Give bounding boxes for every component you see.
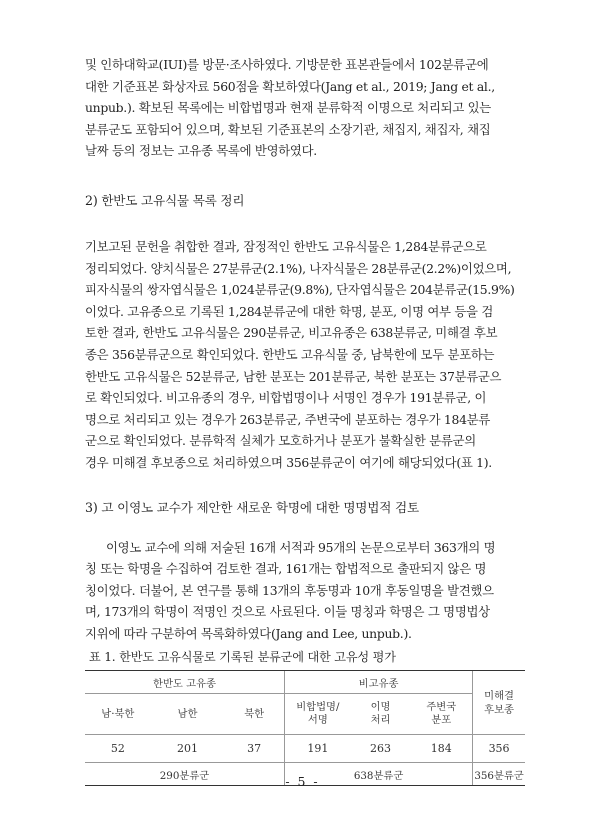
section-heading-3: 3) 고 이영노 교수가 제안한 새로운 학명에 대한 명명법적 검토 [85,499,419,515]
value-cell: 184 [410,735,472,763]
value-cell: 201 [151,735,225,763]
total-cell: 638분류군 [284,763,472,786]
text-line: 지위에 따라 구분하여 목록화하였다(Jang and Lee, unpub.). [85,625,412,641]
text-line: 및 인하대학교(IUI)를 방문·조사하였다. 기방문한 표본관들에서 102분류군에 [85,57,489,72]
text-line: 칭이었다. 더불어, 본 연구를 통해 13개의 후동명과 10개 후동일명을 발견했으 [85,582,494,598]
text-line: 칭 또는 학명을 수집하여 검토한 결과, 161개는 합법적으로 출판되지 않은 명 [85,561,487,577]
section-heading-2: 2) 한반도 고유식물 목록 정리 [85,192,245,208]
value-cell: 263 [351,735,411,763]
text-line: 명으로 처리되고 있는 경우가 263분류군, 주변국에 분포하는 경우가 184분류 [85,411,490,427]
text-line: 분류군도 포함되어 있으며, 확보된 기준표본의 소장기관, 채집지, 채집자, 채집 [85,121,491,137]
page-number: - 5 - [285,774,320,789]
text-line: 며, 173개의 학명이 적명인 것으로 사료된다. 이들 명칭과 학명은 그 명명법상 [85,604,490,620]
text-line: 종은 356분류군으로 확인되었다. 한반도 고유식물 중, 남북한에 모두 분포하는 [85,346,495,362]
value-cell: 191 [284,735,350,763]
text-line: 대한 기준표본 화상자료 560점을 확보하였다(Jang et al., 2019; Jang et al., [85,78,495,94]
subheader-cell: 남한 [151,694,225,735]
text-line: 군으로 확인되었다. 분류학적 실체가 모호하거나 분포가 불확실한 분류군의 [85,433,476,449]
text-line: 이영노 교수에 의해 저술된 16개 서적과 95개의 논문으로부터 363개의 명 [106,539,496,555]
text-line: 피자식물의 쌍자엽식물은 1,024분류군(9.8%), 단자엽식물은 204분류군(15.9%) [85,282,515,298]
endemism-table [85,670,525,786]
total-cell: 356분류군 [473,763,525,786]
value-cell: 52 [85,735,151,763]
subheader-cell: 북한 [224,694,284,735]
value-cell: 356 [473,735,525,763]
header-non-endemic: 비고유종 [284,671,472,694]
paragraph-endemic-list [85,236,529,474]
text-line: 한반도 고유식물은 52분류군, 남한 분포는 201분류군, 북한 분포는 37분류군으 [85,368,502,384]
subheader-cell: 주변국 분포 [410,694,472,735]
text-line: 이었다. 고유종으로 기록된 1,284분류군에 대한 학명, 분포, 이명 여부 등을 검 [85,303,494,319]
paragraph-survey [85,54,529,162]
subheader-cell: 비합법명/ 서명 [284,694,350,735]
subheader-cell: 남·북한 [85,694,151,735]
text-line: 경우 미해결 후보종으로 처리하였으며 356분류군이 여기에 해당되었다(표 1). [85,454,492,470]
text-line: 기보고된 문헌을 취합한 결과, 잠정적인 한반도 고유식물은 1,284분류군으로 [85,238,487,254]
header-unresolved: 미해결 후보종 [473,671,525,735]
header-endemic: 한반도 고유종 [85,671,284,694]
text-line: 정리되었다. 양치식물은 27분류군(2.1%), 나자식물은 28분류군(2.2%)이었으며, [85,260,512,276]
total-cell: 290분류군 [85,763,284,786]
table-caption: 표 1. 한반도 고유식물로 기록된 분류군에 대한 고유성 평가 [89,650,396,665]
paragraph-nomenclature [85,537,529,645]
text-line: 로 확인되었다. 비고유종의 경우, 비합법명이나 서명인 경우가 191분류군, 이 [85,390,487,406]
text-line: 토한 결과, 한반도 고유식물은 290분류군, 비고유종은 638분류군, 미해결 후보 [85,325,498,341]
text-line: 날짜 등의 정보는 고유종 목록에 반영하였다. [85,143,317,159]
value-cell: 37 [224,735,284,763]
text-line: unpub.). 확보된 목록에는 비합법명과 현재 분류학적 이명으로 처리되고 있는 [85,100,491,116]
subheader-cell: 이명 처리 [351,694,411,735]
